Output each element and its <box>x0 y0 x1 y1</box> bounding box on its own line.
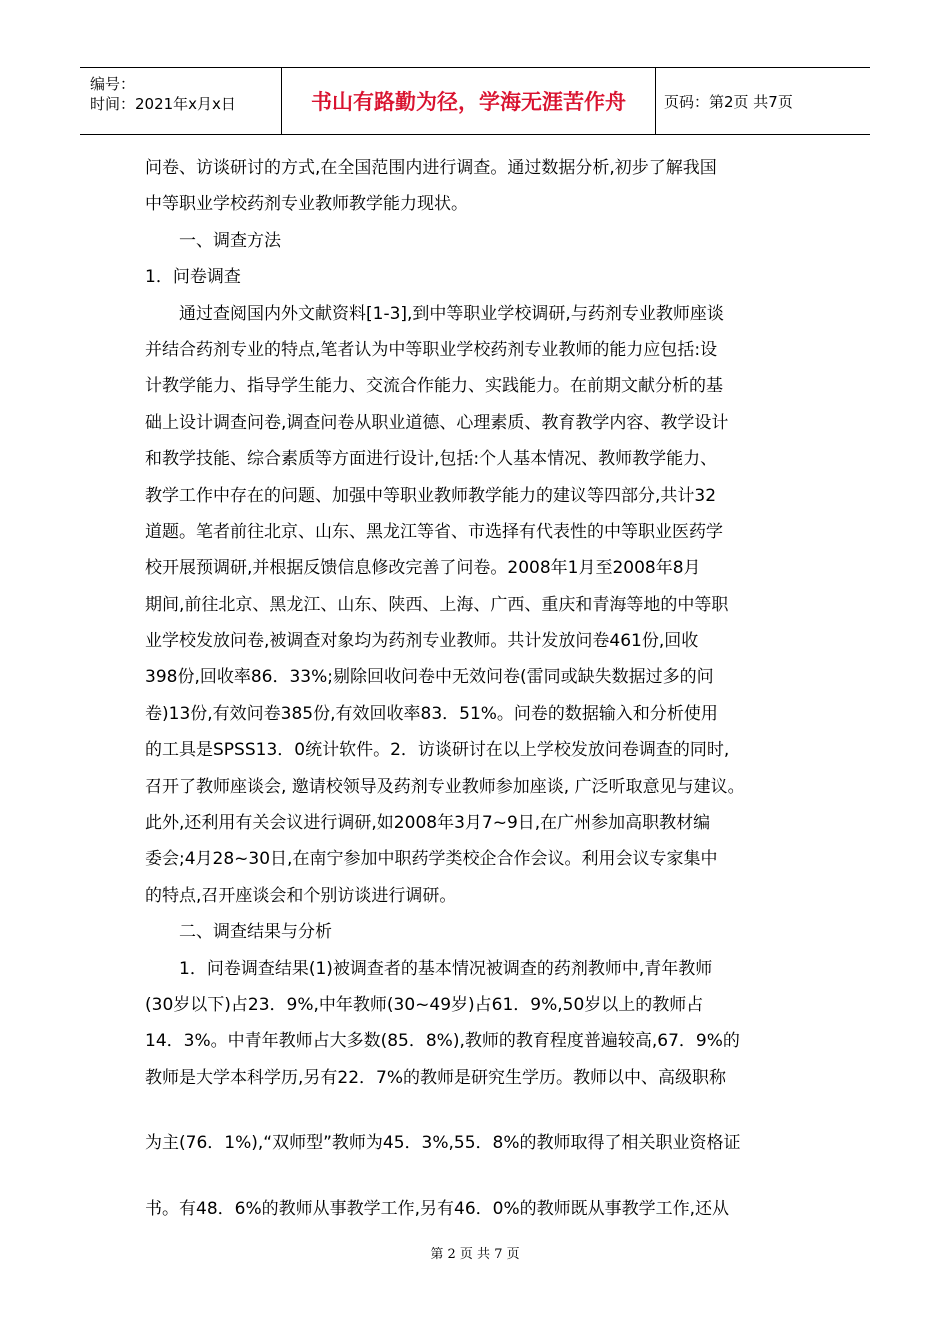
page-code-text: 页码：第2页 共7页 <box>664 92 793 111</box>
section-heading: 一、调查方法 <box>145 230 281 251</box>
code-label: 编号： <box>90 75 136 93</box>
body-line: 的特点,召开座谈会和个别访谈进行调研。 <box>145 885 457 906</box>
body-line: 此外,还利用有关会议进行调研,如2008年3月7~9日,在广州参加高职教材编 <box>145 813 711 834</box>
body-line: 召开了教师座谈会, 邀请校领导及药剂专业教师参加座谈, 广泛听取意见与建议。 <box>145 776 745 797</box>
body-line: 道题。笔者前往北京、山东、黑龙江等省、市选择有代表性的中等职业医药学 <box>145 521 723 542</box>
paragraph-gap <box>145 1162 810 1191</box>
body-line: 计教学能力、指导学生能力、交流合作能力、实践能力。在前期文献分析的基 <box>145 376 723 397</box>
body-line: 中等职业学校药剂专业教师教学能力现状。 <box>145 194 468 215</box>
body-line: 和教学技能、综合素质等方面进行设计,包括:个人基本情况、教师教学能力、 <box>145 449 718 470</box>
body-line: 书。有48．6%的教师从事教学工作,另有46．0%的教师既从事教学工作,还从 <box>145 1198 730 1219</box>
body-line: 委会;4月28~30日,在南宁参加中职药学类校企合作会议。利用会议专家集中 <box>145 849 718 870</box>
body-line: 398份,回收率86．33%;剔除回收问卷中无效问卷(雷同或缺失数据过多的问 <box>145 667 714 688</box>
body-line: 础上设计调查问卷,调查问卷从职业道德、心理素质、教育教学内容、教学设计 <box>145 412 729 433</box>
body-line: 14．3%。中青年教师占大多数(85．8%),教师的教育程度普遍较高,67．9%的 <box>145 1031 740 1052</box>
body-line: 教学工作中存在的问题、加强中等职业教师教学能力的建议等四部分,共计32 <box>145 485 717 506</box>
body-line: 通过查阅国内外文献资料[1-3],到中等职业学校调研,与药剂专业教师座谈 <box>145 303 724 324</box>
body-line: 并结合药剂专业的特点,笔者认为中等职业学校药剂专业教师的能力应包括:设 <box>145 339 718 360</box>
section-heading: 二、调查结果与分析 <box>145 922 332 943</box>
paragraph-gap <box>145 1096 810 1125</box>
motto-cell <box>282 68 656 134</box>
motto-text: 书山有路勤为径，学海无涯苦作舟 <box>311 89 626 114</box>
body-line: 1．问卷调查结果(1)被调查者的基本情况被调查的药剂教师中,青年教师 <box>145 958 713 979</box>
body-line: 校开展预调研,并根据反馈信息修改完善了问卷。2008年1月至2008年8月 <box>145 558 701 579</box>
header-table <box>80 67 870 135</box>
page-footer <box>0 1243 950 1262</box>
header-info-cell <box>80 68 282 134</box>
document-body <box>145 150 810 1227</box>
date-label: 时间：2021年x月x日 <box>90 95 236 113</box>
body-line: 问卷、访谈研讨的方式,在全国范围内进行调查。通过数据分析,初步了解我国 <box>145 158 717 178</box>
body-line: 教师是大学本科学历,另有22．7%的教师是研究生学历。教师以中、高级职称 <box>145 1067 727 1088</box>
body-line: (30岁以下)占23．9%,中年教师(30~49岁)占61．9%,50岁以上的教师占 <box>145 994 704 1015</box>
body-line: 的工具是SPSS13．0统计软件。2．访谈研讨在以上学校发放问卷调查的同时, <box>145 740 730 761</box>
body-line: 为主(76．1%),“双师型”教师为45．3%,55．8%的教师取得了相关职业资格证 <box>145 1133 741 1154</box>
body-line: 期间,前往北京、黑龙江、山东、陕西、上海、广西、重庆和青海等地的中等职 <box>145 594 729 615</box>
footer-page-number: 第 2 页 共 7 页 <box>430 1247 520 1262</box>
body-line: 卷)13份,有效问卷385份,有效回收率83．51%。问卷的数据输入和分析使用 <box>145 703 718 724</box>
subsection-heading: 1．问卷调查 <box>145 267 241 288</box>
body-line: 业学校发放问卷,被调查对象均为药剂专业教师。共计发放问卷461份,回收 <box>145 631 699 652</box>
page-code-cell <box>656 68 870 134</box>
